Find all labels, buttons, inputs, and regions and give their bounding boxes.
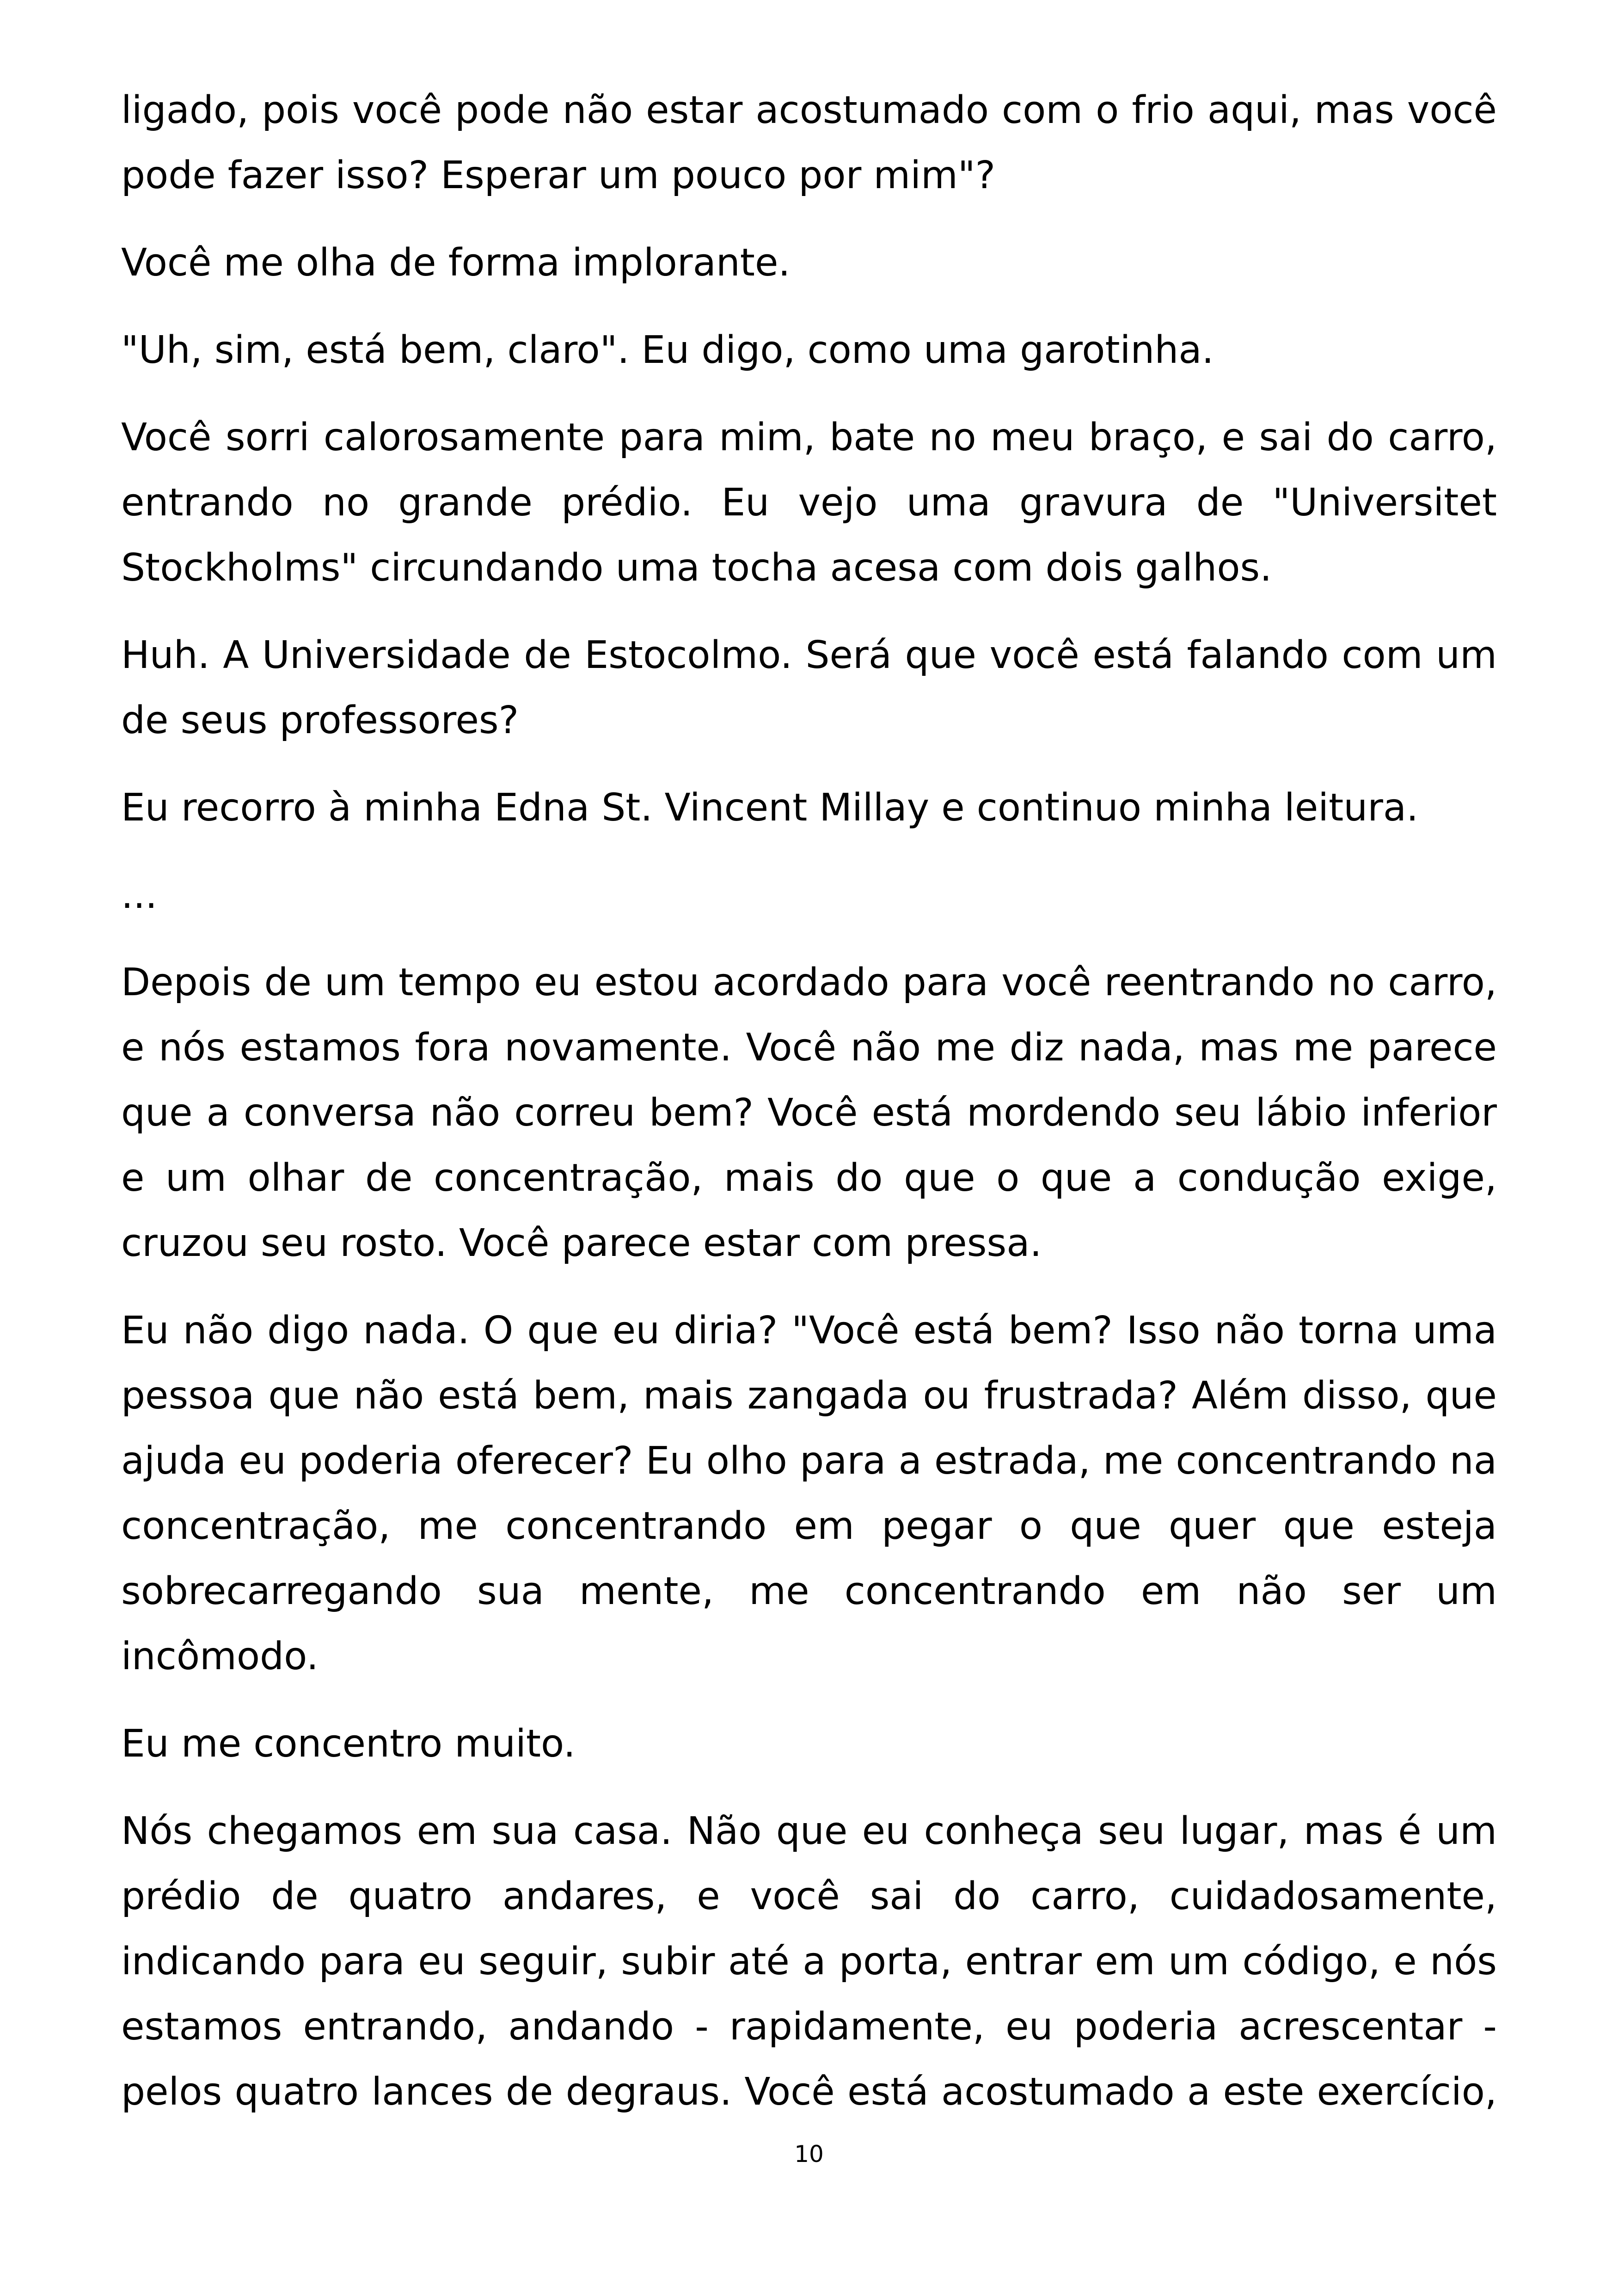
paragraph: Eu recorro à minha Edna St. Vincent Millay e continuo minha leitura.: [121, 786, 1419, 830]
page-number: 10: [794, 2141, 824, 2167]
paragraph: "Uh, sim, está bem, claro". Eu digo, como uma garotinha.: [121, 328, 1214, 372]
paragraph: Você me olha de forma implorante.: [121, 241, 791, 285]
paragraph: Você sorri calorosamente para mim, bate no meu braço, e sai do carro, entrando no grande prédio. Eu vejo uma gravura de "Universitet Stockholms" circundando uma tocha acesa com dois galhos.: [121, 416, 1497, 590]
paragraph: Huh. A Universidade de Estocolmo. Será que você está falando com um de seus professores?: [121, 633, 1497, 742]
paragraph: Depois de um tempo eu estou acordado para você reentrando no carro, e nós estamos fora novamente. Você não me diz nada, mas me parece que a conversa não correu bem? Você está mordendo seu lábio inferior e um olhar de concentração, mais do que o que a condução exige, cruzou seu rosto. Você parece estar com pressa.: [121, 961, 1497, 1265]
paragraph: Nós chegamos em sua casa. Não que eu conheça seu lugar, mas é um prédio de quatro andares, e você sai do carro, cuidadosamente, indicando para eu seguir, subir até a porta, entrar em um código, e nós estamos entrando, andando - rapidamente, eu poderia acrescentar - pelos quatro lances de degraus. Você está acostumado a este exercício,: [121, 1809, 1497, 2114]
paragraph: ligado, pois você pode não estar acostumado com o frio aqui, mas você pode fazer isso? Esperar um pouco por mim"?: [121, 88, 1497, 197]
paragraph-ellipsis: ...: [121, 873, 158, 917]
paragraph: Eu não digo nada. O que eu diria? "Você está bem? Isso não torna uma pessoa que não está bem, mais zangada ou frustrada? Além disso, que ajuda eu poderia oferecer? Eu olho para a estrada, me concentrando na concentração, me concentrando em pegar o que quer que esteja sobrecarregando sua mente, me concentrando em não ser um incômodo.: [121, 1309, 1497, 1678]
body-text: [121, 78, 1497, 2125]
paragraph: Eu me concentro muito.: [121, 1722, 576, 1766]
